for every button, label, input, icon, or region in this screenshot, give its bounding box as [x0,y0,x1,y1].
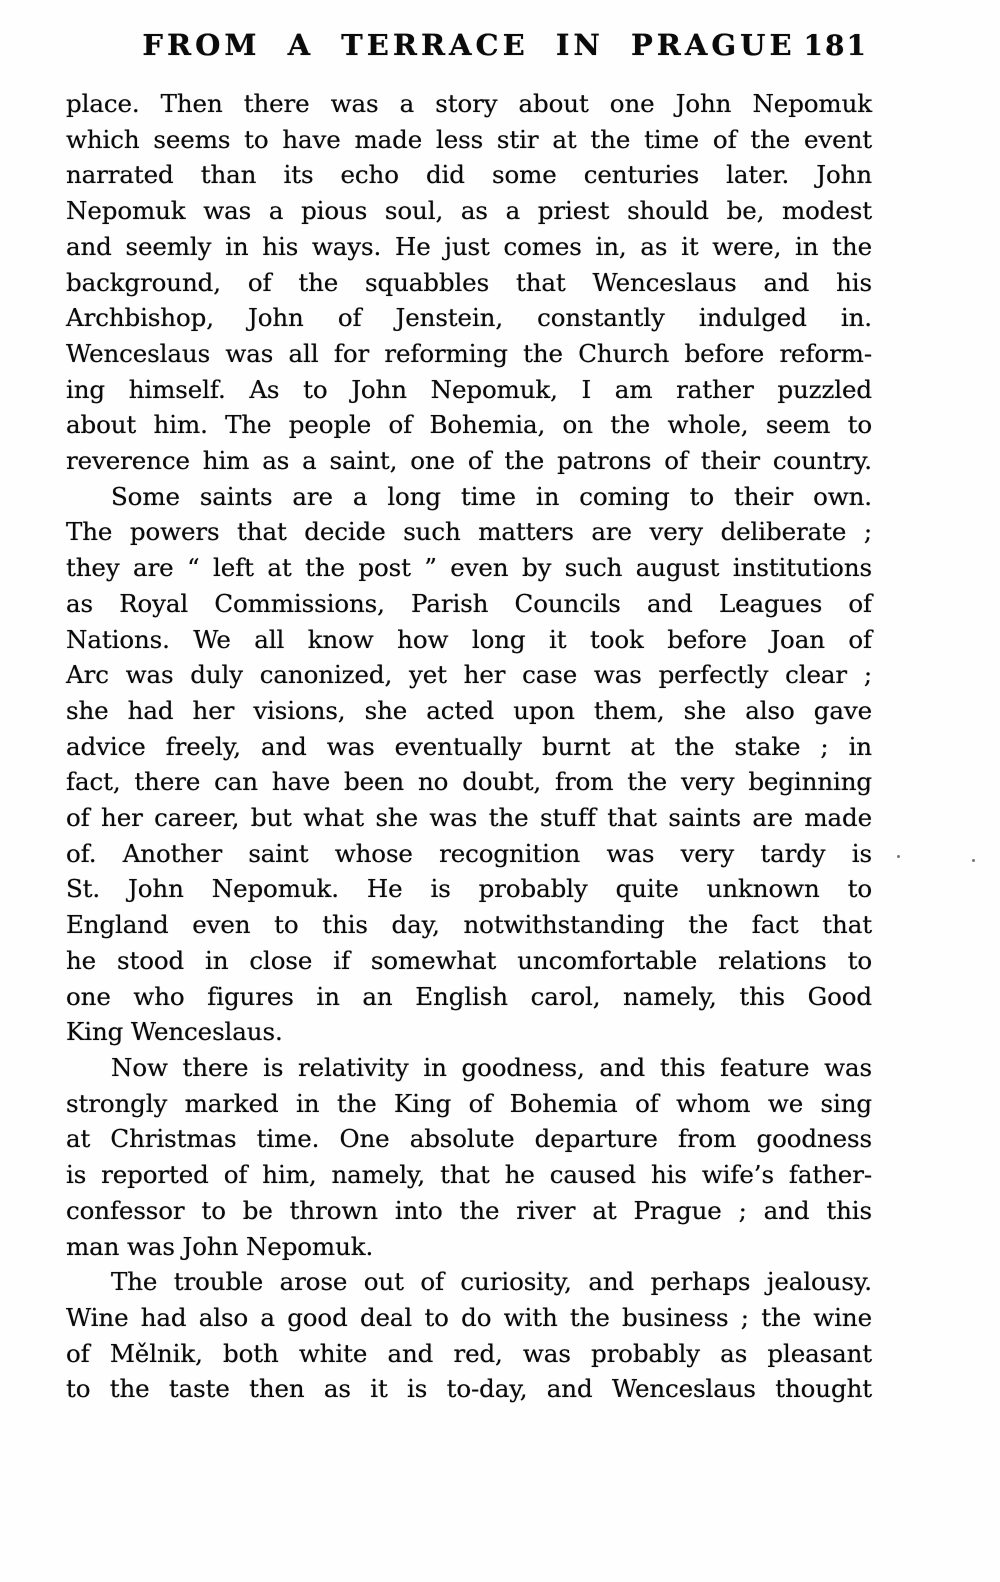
text-line: is reported of him, namely, that he caused his wife’s father- [66,1160,872,1190]
text-line: of Mělnik, both white and red, was probably as pleasant [66,1338,872,1368]
text-line: reverence him as a saint, one of the patrons of their country. [66,446,872,476]
text-line: man was John Nepomuk. [66,1231,374,1261]
page-number: 181 [803,29,868,62]
text-line: fact, there can have been no doubt, from the very beginning [66,767,872,797]
text-line: Wenceslaus was all for reforming the Church before reform- [66,338,872,368]
text-line: about him. The people of Bohemia, on the whole, seem to [66,410,872,440]
text-line: of. Another saint whose recognition was very tardy is [66,838,872,868]
text-line: Arc was duly canonized, yet her case was perfectly clear ; [66,660,872,690]
text-line: they are “ left at the post ” even by such august institutions [66,553,872,583]
text-line: Archbishop, John of Jenstein, constantly indulged in. [66,303,872,333]
scan-speckle [972,859,975,862]
text-line: and seemly in his ways. He just comes in, as it were, in the [66,231,872,261]
text-line: to the taste then as it is to-day, and Wenceslaus thought [66,1374,872,1404]
text-line: narrated than its echo did some centuries later. John [66,160,872,190]
text-line: background, of the squabbles that Wenceslaus and his [66,267,872,297]
text-line: Now there is relativity in goodness, and this feature was [111,1052,872,1082]
text-line: he stood in close if somewhat uncomfortable relations to [66,945,872,975]
text-line: The trouble arose out of curiosity, and perhaps jealousy. [111,1267,872,1297]
text-line: King Wenceslaus. [66,1017,283,1047]
scan-speckle [897,855,900,858]
text-line: Wine had also a good deal to do with the business ; the wine [66,1302,872,1332]
text-line: as Royal Commissions, Parish Councils and Leagues of [66,588,872,618]
text-line: advice freely, and was eventually burnt at the stake ; in [66,731,872,761]
text-line: of her career, but what she was the stuff that saints are made [66,803,872,833]
text-line: Some saints are a long time in coming to their own. [111,481,872,511]
text-line: St. John Nepomuk. He is probably quite unknown to [66,874,872,904]
text-line: ing himself. As to John Nepomuk, I am rather puzzled [66,374,872,404]
page-body [66,86,872,1407]
text-line: The powers that decide such matters are very deliberate ; [66,517,872,547]
text-line: one who figures in an English carol, namely, this Good [66,981,872,1011]
text-line: which seems to have made less stir at the time of the event [66,124,872,154]
text-line: at Christmas time. One absolute departure from goodness [66,1124,872,1154]
text-line: Nations. We all know how long it took before Joan of [66,624,872,654]
text-line: she had her visions, she acted upon them, she also gave [66,695,872,725]
page-header [66,28,872,70]
text-line: England even to this day, notwithstanding the fact that [66,910,872,940]
text-line: confessor to be thrown into the river at Prague ; and this [66,1195,872,1225]
text-line: place. Then there was a story about one John Nepomuk [66,89,872,118]
running-title: FROM A TERRACE IN PRAGUE [142,28,796,62]
text-line: Nepomuk was a pious soul, as a priest should be, modest [66,196,872,226]
text-line: strongly marked in the King of Bohemia of whom we sing [66,1088,872,1118]
